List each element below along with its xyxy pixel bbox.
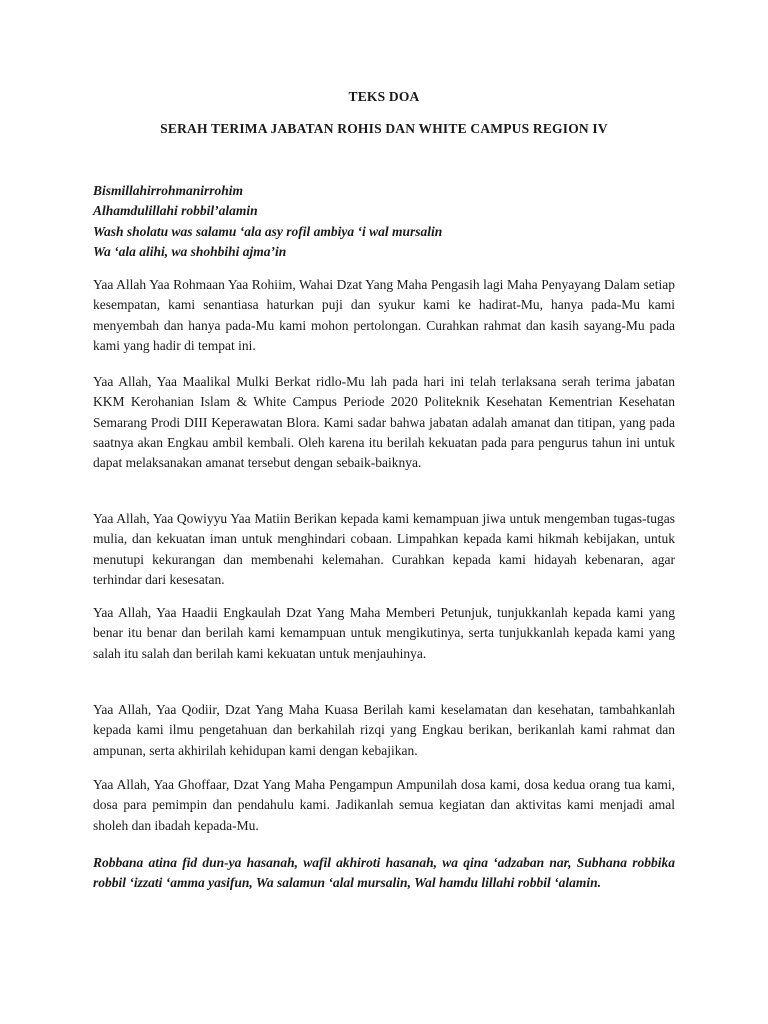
document-page: [93, 0, 675, 1024]
opening-line: Bismillahirrohmanirrohim: [93, 183, 244, 198]
prayer-paragraph: Yaa Allah, Yaa Maalikal Mulki Berkat ridlo-Mu lah pada hari ini telah terlaksana serah terima jabatan KKM Kerohanian Islam & White Campus Periode 2020 Politeknik Kesehatan Kementrian Kesehatan Semarang Prodi DIII Keperawatan Blora. Kami sadar bahwa jabatan adalah amanat dan titipan, yang pada saatnya akan Engkau ambil kembali. Oleh karena itu berilah kekuatan pada para pengurus tahun ini untuk dapat melaksanakan amanat tersebut dengan sebaik-baiknya.: [93, 374, 675, 471]
opening-line: Wash sholatu was salamu ‘ala asy rofil ambiya ‘i wal mursalin: [93, 223, 443, 239]
prayer-paragraph: Yaa Allah, Yaa Ghoffaar, Dzat Yang Maha Pengampun Ampunilah dosa kami, dosa kedua orang tua kami, dosa para pemimpin dan pendahulu kami. Jadikanlah semua kegiatan dan aktivitas kami menjadi amal sholeh dan ibadah kepada-Mu.: [93, 777, 675, 833]
document-subtitle: SERAH TERIMA JABATAN ROHIS DAN WHITE CAMPUS REGION IV: [160, 121, 608, 136]
prayer-paragraph: Yaa Allah, Yaa Haadii Engkaulah Dzat Yang Maha Memberi Petunjuk, tunjukkanlah kepada kami yang benar itu benar dan berilah kami kemampuan untuk mengikutinya, serta tunjukkanlah kepada kami yang salah itu salah dan berilah kami kekuatan untuk menjauhinya.: [93, 605, 675, 661]
opening-line: Wa ‘ala alihi, wa shohbihi ajma’in: [93, 243, 287, 259]
opening-line: Alhamdulillahi robbil’alamin: [93, 203, 258, 219]
prayer-paragraph: Yaa Allah Yaa Rohmaan Yaa Rohiim, Wahai Dzat Yang Maha Pengasih lagi Maha Penyayang Dalam setiap kesempatan, kami senantiasa haturkan puji dan syukur kami ke hadirat-Mu, hanya pada-Mu kami menyembah dan hanya pada-Mu kami mohon pertolongan. Curahkan rahmat dan kasih sayang-Mu pada kami yang hadir di tempat ini.: [93, 277, 675, 353]
prayer-paragraph: Yaa Allah, Yaa Qowiyyu Yaa Matiin Berikan kepada kami kemampuan jiwa untuk mengemban tugas-tugas mulia, dan kekuatan iman untuk menghindari cobaan. Limpahkan kepada kami hikmah kebijakan, untuk menutupi kekurangan dan membenahi kelemahan. Curahkan kepada kami hidayah kebenaran, agar terhindar dari kesesatan.: [93, 511, 675, 587]
prayer-paragraph: Yaa Allah, Yaa Qodiir, Dzat Yang Maha Kuasa Berilah kami keselamatan dan kesehatan, tambahkanlah kepada kami ilmu pengetahuan dan berkahilah rizqi yang Engkau berikan, berikanlah kami rahmat dan ampunan, serta akhirilah kehidupan kami dengan kebajikan.: [93, 702, 675, 758]
document-title: TEKS DOA: [348, 89, 420, 104]
closing-prayer: Robbana atina fid dun-ya hasanah, wafil akhiroti hasanah, wa qina ‘adzaban nar, Subhana robbika robbil ‘izzati ‘amma yasifun, Wa salamun ‘alal mursalin, Wal hamdu lillahi robbil ‘alamin.: [93, 855, 675, 891]
opening-invocation: [93, 181, 675, 262]
